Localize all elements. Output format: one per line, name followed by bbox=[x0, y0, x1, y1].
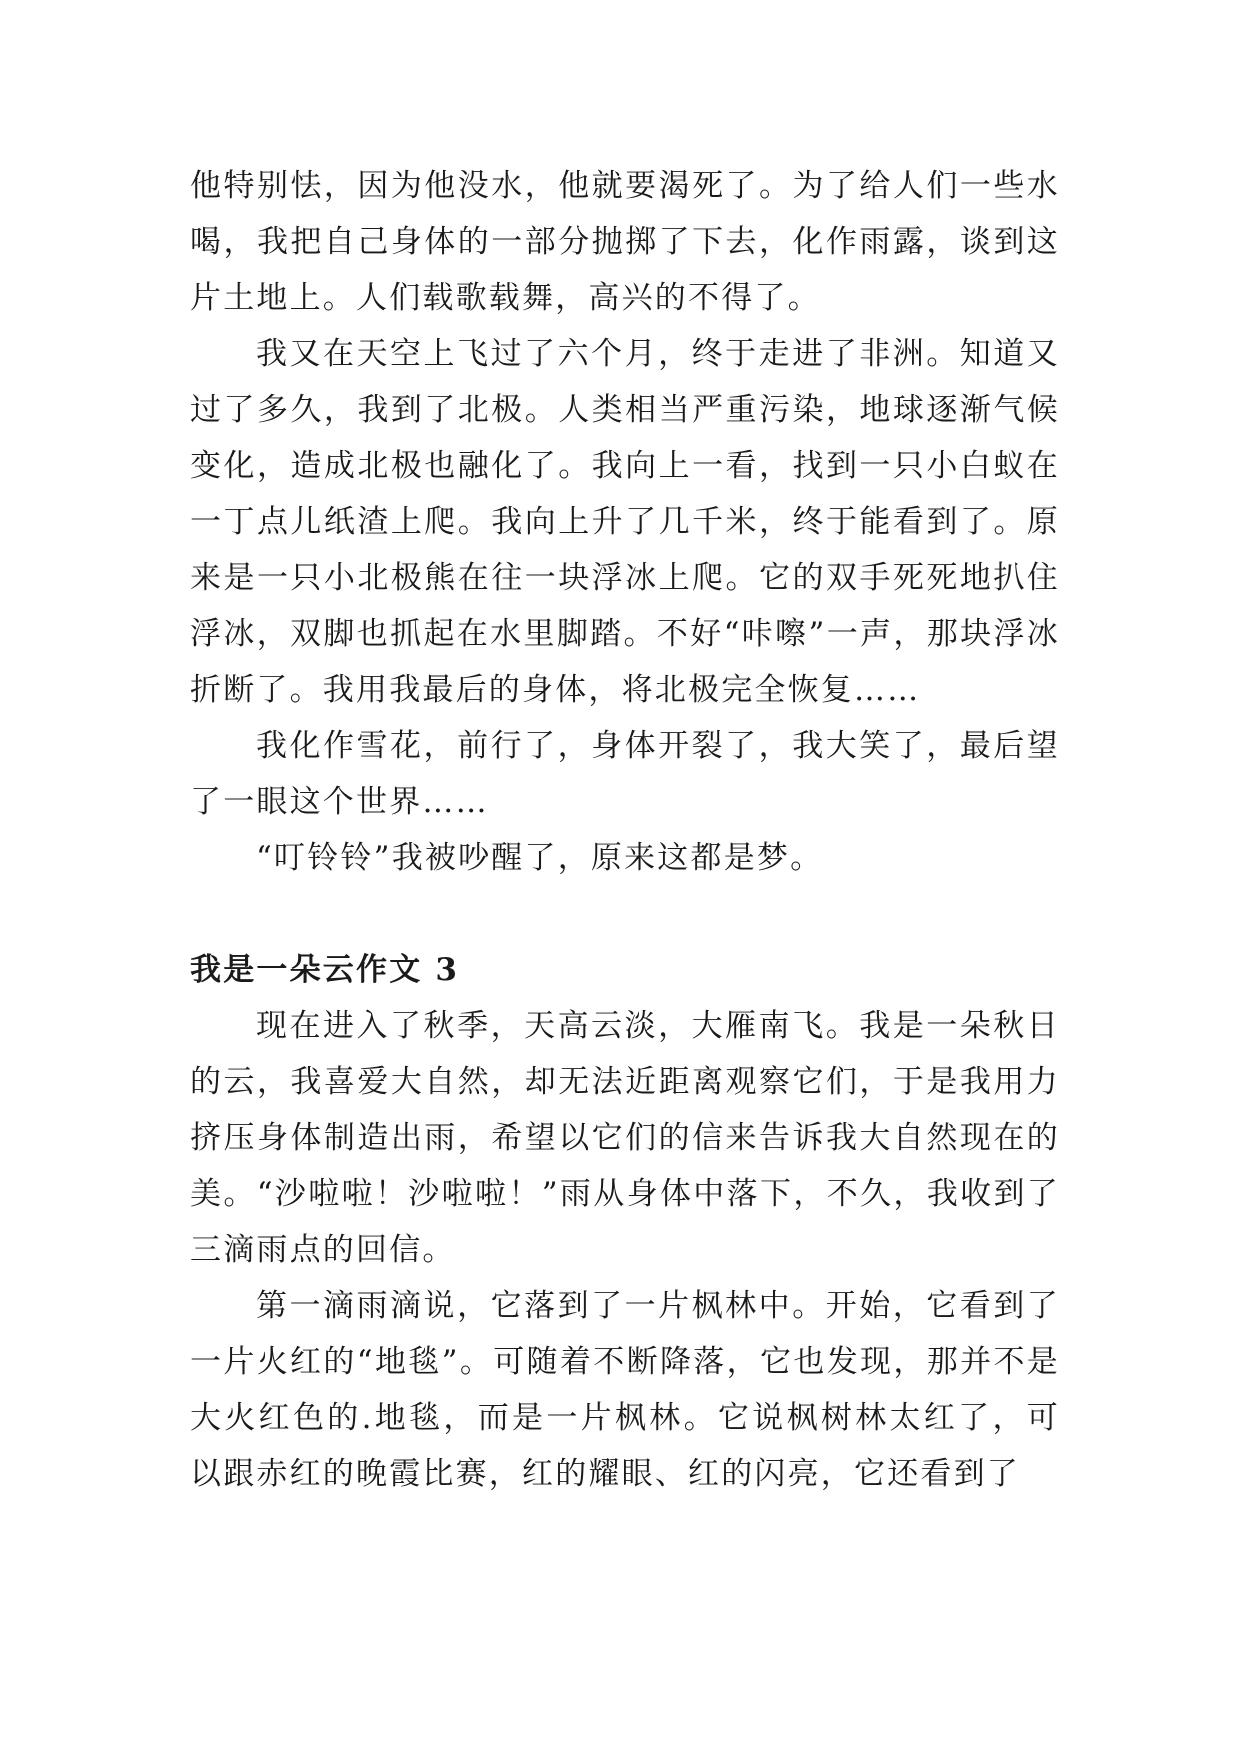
document-page bbox=[190, 158, 1060, 1502]
section-title: 我是一朵云作文 3 bbox=[190, 952, 460, 988]
paragraph-north-pole: 我又在天空上飞过了六个月，终于走进了非洲。知道又过了多久，我到了北极。人类相当严重污染，地球逐渐气候变化，造成北极也融化了。我向上一看，找到一只小白蚁在一丁点儿纸渣上爬。我向上升了几千米，终于能看到了。原来是一只小北极熊在往一块浮冰上爬。它的双手死死地扒住浮冰，双脚也抓起在水里脚踏。不好“咔嚓”一声，那块浮冰折断了。我用我最后的身体，将北极完全恢复…… bbox=[190, 336, 1060, 708]
paragraph-dream: “叮铃铃”我被吵醒了，原来这都是梦。 bbox=[256, 840, 824, 876]
paragraph-snowflake: 我化作雪花，前行了，身体开裂了，我大笑了，最后望了一眼这个世界…… bbox=[190, 728, 1060, 820]
section-gap bbox=[190, 886, 1060, 942]
paragraph-continuation: 他特别怯，因为他没水，他就要渴死了。为了给人们一些水喝，我把自己身体的一部分抛掷了下去，化作雨露，谈到这片土地上。人们载歌载舞，高兴的不得了。 bbox=[190, 168, 1060, 316]
paragraph-first-raindrop: 第一滴雨滴说，它落到了一片枫林中。开始，它看到了一片火红的“地毯”。可随着不断降落，它也发现，那并不是大火红色的.地毯，而是一片枫林。它说枫树林太红了，可以跟赤红的晚霞比赛，红的耀眼、红的闪亮，它还看到了 bbox=[190, 1288, 1060, 1492]
paragraph-autumn-cloud: 现在进入了秋季，天高云淡，大雁南飞。我是一朵秋日的云，我喜爱大自然，却无法近距离观察它们，于是我用力挤压身体制造出雨，希望以它们的信来告诉我大自然现在的美。“沙啦啦！沙啦啦！”雨从身体中落下，不久，我收到了三滴雨点的回信。 bbox=[190, 1008, 1060, 1268]
